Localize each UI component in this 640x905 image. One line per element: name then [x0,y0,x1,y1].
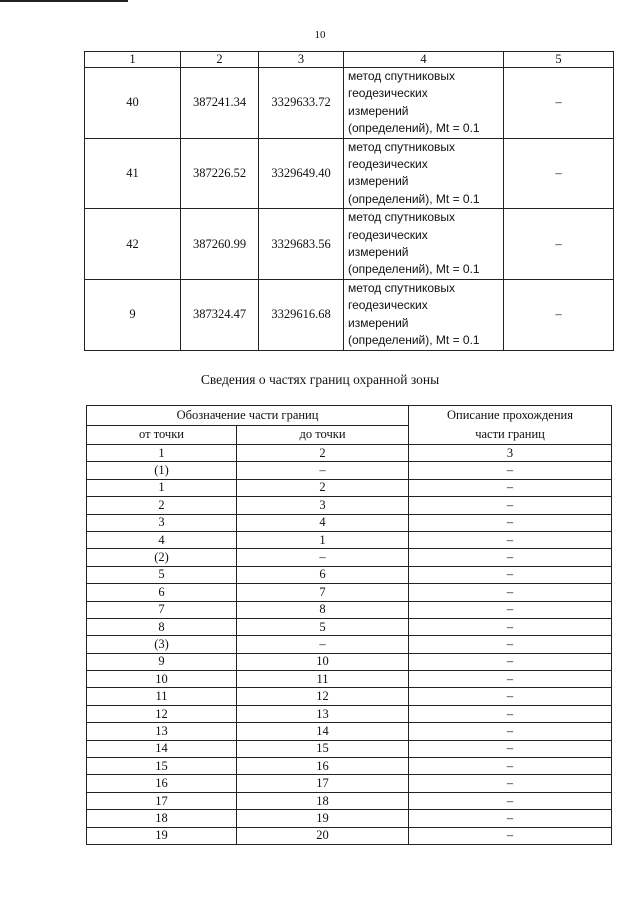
top-rule [0,0,128,2]
to-point: 2 [237,445,409,462]
table-row [87,618,612,635]
column-header: 4 [344,52,504,68]
method-line: метод спутниковых [348,69,456,83]
part-description: – [409,758,612,775]
method-line: метод спутниковых [348,139,456,154]
from-point: (3) [87,636,237,653]
to-point: 6 [237,566,409,583]
description-header-line: части границ [475,427,545,441]
to-point: 2 [237,479,409,496]
method-cell [344,68,504,139]
to-point: 13 [237,705,409,722]
from-point: 13 [87,723,237,740]
from-point: 19 [87,827,237,844]
parts-header-row [87,406,612,426]
to-point: 3 [237,497,409,514]
table-row [87,827,612,844]
part-description: – [409,531,612,548]
description-dash: – [504,279,614,350]
method-line: (определений), Mt = 0.1 [348,121,480,136]
x-coordinate: 387260.99 [181,209,259,280]
to-point: 5 [237,618,409,635]
table-row [87,497,612,514]
table-row [87,671,612,688]
method-line: (определений), Mt = 0.1 [348,333,480,348]
from-point: 12 [87,705,237,722]
table-row [87,810,612,827]
y-coordinate: 3329649.40 [259,138,344,209]
from-point: 1 [87,445,237,462]
part-description: – [409,618,612,635]
point-number: 42 [85,209,181,280]
table-row [87,792,612,809]
method-cell [344,279,504,350]
y-coordinate: 3329683.56 [259,209,344,280]
column-header: 3 [259,52,344,68]
from-point: 9 [87,653,237,670]
part-description: – [409,705,612,722]
table-row [87,601,612,618]
method-line: геодезических [348,86,428,101]
part-description: – [409,636,612,653]
description-dash: – [504,209,614,280]
method-line: геодезических [348,298,428,313]
table-row [87,531,612,548]
description-dash: – [504,68,614,139]
page-number: 10 [314,29,326,41]
from-point: 3 [87,514,237,531]
part-description: – [409,827,612,844]
to-point: 16 [237,758,409,775]
method-line: (определений), Mt = 0.1 [348,191,480,206]
from-point: 4 [87,531,237,548]
table-row [85,209,614,280]
from-point-header: от точки [87,425,237,445]
table-row [85,138,614,209]
part-description: – [409,514,612,531]
method-line: измерений [348,174,409,189]
part-description: – [409,601,612,618]
from-point: 7 [87,601,237,618]
table-row [87,636,612,653]
to-point: 8 [237,601,409,618]
x-coordinate: 387241.34 [181,68,259,139]
to-point: 20 [237,827,409,844]
to-point: 17 [237,775,409,792]
table-row [87,723,612,740]
to-point: – [237,636,409,653]
from-point: 6 [87,584,237,601]
table-row [87,758,612,775]
part-description: – [409,775,612,792]
table-row [87,566,612,583]
y-coordinate: 3329633.72 [259,68,344,139]
table-row [87,705,612,722]
method-line: измерений [348,315,409,330]
table-row [87,462,612,479]
part-description: – [409,688,612,705]
boundary-parts-table [86,405,612,845]
column-header: 5 [504,52,614,68]
from-point: 17 [87,792,237,809]
table-row [87,479,612,496]
table-row [85,68,614,139]
y-coordinate: 3329616.68 [259,279,344,350]
x-coordinate: 387324.47 [181,279,259,350]
to-point: 18 [237,792,409,809]
parts-table-body [87,445,612,845]
point-number: 41 [85,138,181,209]
from-point: 16 [87,775,237,792]
part-description: – [409,810,612,827]
table-row [87,653,612,670]
part-description: – [409,479,612,496]
method-line: геодезических [348,157,428,172]
part-description: – [409,566,612,583]
table-row [87,549,612,566]
table-row [87,584,612,601]
to-point: – [237,462,409,479]
method-line: метод спутниковых [348,280,456,295]
part-description: – [409,671,612,688]
column-header: 2 [181,52,259,68]
part-description: – [409,462,612,479]
designation-header: Обозначение части границ [87,406,409,426]
to-point: 19 [237,810,409,827]
description-header-line: Описание прохождения [447,408,573,422]
from-point: 2 [87,497,237,514]
part-description: – [409,653,612,670]
from-point: 14 [87,740,237,757]
to-point: 1 [237,531,409,548]
method-line: метод спутниковых [348,210,456,225]
part-description: – [409,723,612,740]
table-row [87,740,612,757]
method-cell [344,209,504,280]
method-line: (определений), Mt = 0.1 [348,262,480,277]
part-description: – [409,584,612,601]
table-row [87,514,612,531]
part-description: – [409,497,612,514]
coordinates-table [84,51,614,351]
from-point: 8 [87,618,237,635]
from-point: 11 [87,688,237,705]
column-header: 1 [85,52,181,68]
part-description: – [409,740,612,757]
to-point: 12 [237,688,409,705]
from-point: 18 [87,810,237,827]
from-point: 10 [87,671,237,688]
to-point: 15 [237,740,409,757]
section-title: Сведения о частях границ охранной зоны [200,372,440,387]
table-row [85,279,614,350]
from-point: (2) [87,549,237,566]
to-point: – [237,549,409,566]
method-line: измерений [348,103,409,118]
from-point: 5 [87,566,237,583]
from-point: 15 [87,758,237,775]
method-line: геодезических [348,227,428,242]
coordinates-header-row [85,52,614,68]
to-point: 11 [237,671,409,688]
part-description: – [409,792,612,809]
to-point-header: до точки [237,425,409,445]
table-row [87,688,612,705]
to-point: 7 [237,584,409,601]
description-header [409,406,612,445]
method-line: измерений [348,245,409,260]
to-point: 4 [237,514,409,531]
description-dash: – [504,138,614,209]
part-description: 3 [409,445,612,462]
method-cell [344,138,504,209]
to-point: 14 [237,723,409,740]
from-point: (1) [87,462,237,479]
from-point: 1 [87,479,237,496]
to-point: 10 [237,653,409,670]
point-number: 40 [85,68,181,139]
table-row [87,445,612,462]
table-row [87,775,612,792]
point-number: 9 [85,279,181,350]
part-description: – [409,549,612,566]
x-coordinate: 387226.52 [181,138,259,209]
